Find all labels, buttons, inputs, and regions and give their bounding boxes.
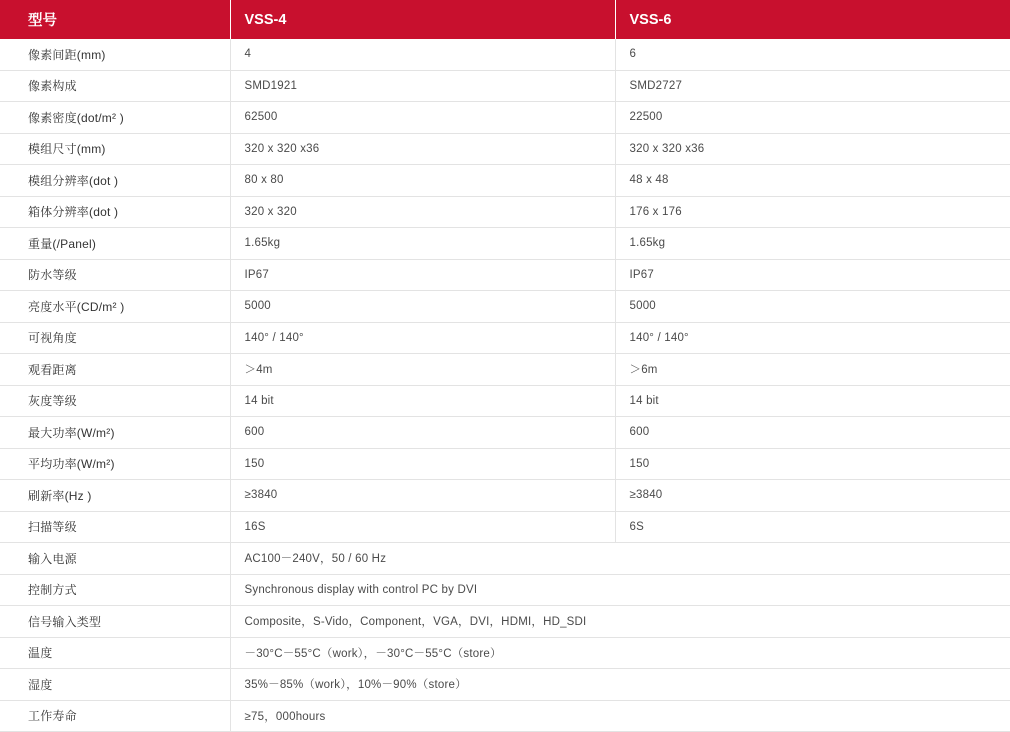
row-value-vss4: 600 (230, 417, 615, 449)
table-row (0, 606, 1010, 638)
row-value-vss4: 5000 (230, 291, 615, 323)
row-value-vss6: ＞6m (615, 354, 1010, 386)
row-value-vss4: 150 (230, 448, 615, 480)
row-value-vss4: IP67 (230, 259, 615, 291)
row-value-vss4: Composite，S-Vido，Component，VGA，DVI，HDMI，HD_SDI (230, 606, 1010, 638)
row-label: 控制方式 (0, 574, 230, 606)
row-value-vss6: 150 (615, 448, 1010, 480)
row-label: 可视角度 (0, 322, 230, 354)
table-row (0, 196, 1010, 228)
row-value-vss6: 6S (615, 511, 1010, 543)
row-label: 观看距离 (0, 354, 230, 386)
table-header-row (0, 0, 1010, 39)
table-row (0, 354, 1010, 386)
row-label: 重量(/Panel) (0, 228, 230, 260)
row-value-vss4: SMD1921 (230, 70, 615, 102)
table-row (0, 133, 1010, 165)
row-value-vss4: ≥75，000hours (230, 700, 1010, 732)
table-row (0, 448, 1010, 480)
row-value-vss6: ≥3840 (615, 480, 1010, 512)
table-row (0, 543, 1010, 575)
table-row (0, 102, 1010, 134)
row-value-vss6: 1.65kg (615, 228, 1010, 260)
row-value-vss6: 48 x 48 (615, 165, 1010, 197)
row-value-vss6: IP67 (615, 259, 1010, 291)
row-label: 刷新率(Hz ) (0, 480, 230, 512)
row-value-vss6: 320 x 320 x36 (615, 133, 1010, 165)
row-label: 平均功率(W/m²) (0, 448, 230, 480)
row-value-vss4: 14 bit (230, 385, 615, 417)
row-label: 像素间距(mm) (0, 39, 230, 70)
row-value-vss4: 4 (230, 39, 615, 70)
row-value-vss6: SMD2727 (615, 70, 1010, 102)
row-value-vss4: 320 x 320 x36 (230, 133, 615, 165)
row-label: 输入电源 (0, 543, 230, 575)
row-value-vss6: 22500 (615, 102, 1010, 134)
table-row (0, 417, 1010, 449)
table-row (0, 259, 1010, 291)
header-model-label: 型号 (0, 0, 230, 39)
table-row (0, 228, 1010, 260)
row-label: 箱体分辨率(dot ) (0, 196, 230, 228)
row-value-vss4: －30°C－55°C（work），－30°C－55°C（store） (230, 637, 1010, 669)
row-label: 扫描等级 (0, 511, 230, 543)
row-label: 信号输入类型 (0, 606, 230, 638)
table-row (0, 700, 1010, 732)
table-header (0, 0, 1010, 39)
row-value-vss6: 176 x 176 (615, 196, 1010, 228)
row-label: 最大功率(W/m²) (0, 417, 230, 449)
row-value-vss4: Synchronous display with control PC by DVI (230, 574, 1010, 606)
row-value-vss4: 1.65kg (230, 228, 615, 260)
row-label: 像素密度(dot/m² ) (0, 102, 230, 134)
row-label: 工作寿命 (0, 700, 230, 732)
row-value-vss6: 5000 (615, 291, 1010, 323)
row-label: 防水等级 (0, 259, 230, 291)
header-model-vss6: VSS-6 (615, 0, 1010, 39)
table-row (0, 39, 1010, 70)
table-row (0, 637, 1010, 669)
table-row (0, 480, 1010, 512)
row-label: 亮度水平(CD/m² ) (0, 291, 230, 323)
table-body (0, 39, 1010, 732)
row-value-vss4: AC100－240V，50 / 60 Hz (230, 543, 1010, 575)
row-label: 温度 (0, 637, 230, 669)
row-value-vss4: 140° / 140° (230, 322, 615, 354)
row-label: 像素构成 (0, 70, 230, 102)
row-label: 模组尺寸(mm) (0, 133, 230, 165)
row-label: 灰度等级 (0, 385, 230, 417)
row-value-vss4: 320 x 320 (230, 196, 615, 228)
row-value-vss4: 80 x 80 (230, 165, 615, 197)
table-row (0, 574, 1010, 606)
table-row (0, 70, 1010, 102)
row-label: 模组分辨率(dot ) (0, 165, 230, 197)
row-value-vss4: 16S (230, 511, 615, 543)
row-value-vss6: 140° / 140° (615, 322, 1010, 354)
table-row (0, 322, 1010, 354)
row-value-vss4: ≥3840 (230, 480, 615, 512)
row-value-vss4: 62500 (230, 102, 615, 134)
row-label: 湿度 (0, 669, 230, 701)
header-model-vss4: VSS-4 (230, 0, 615, 39)
table-row (0, 669, 1010, 701)
row-value-vss4: ＞4m (230, 354, 615, 386)
row-value-vss4: 35%－85%（work），10%－90%（store） (230, 669, 1010, 701)
row-value-vss6: 600 (615, 417, 1010, 449)
row-value-vss6: 14 bit (615, 385, 1010, 417)
table-row (0, 291, 1010, 323)
table-row (0, 511, 1010, 543)
row-value-vss6: 6 (615, 39, 1010, 70)
table-row (0, 385, 1010, 417)
table-row (0, 165, 1010, 197)
